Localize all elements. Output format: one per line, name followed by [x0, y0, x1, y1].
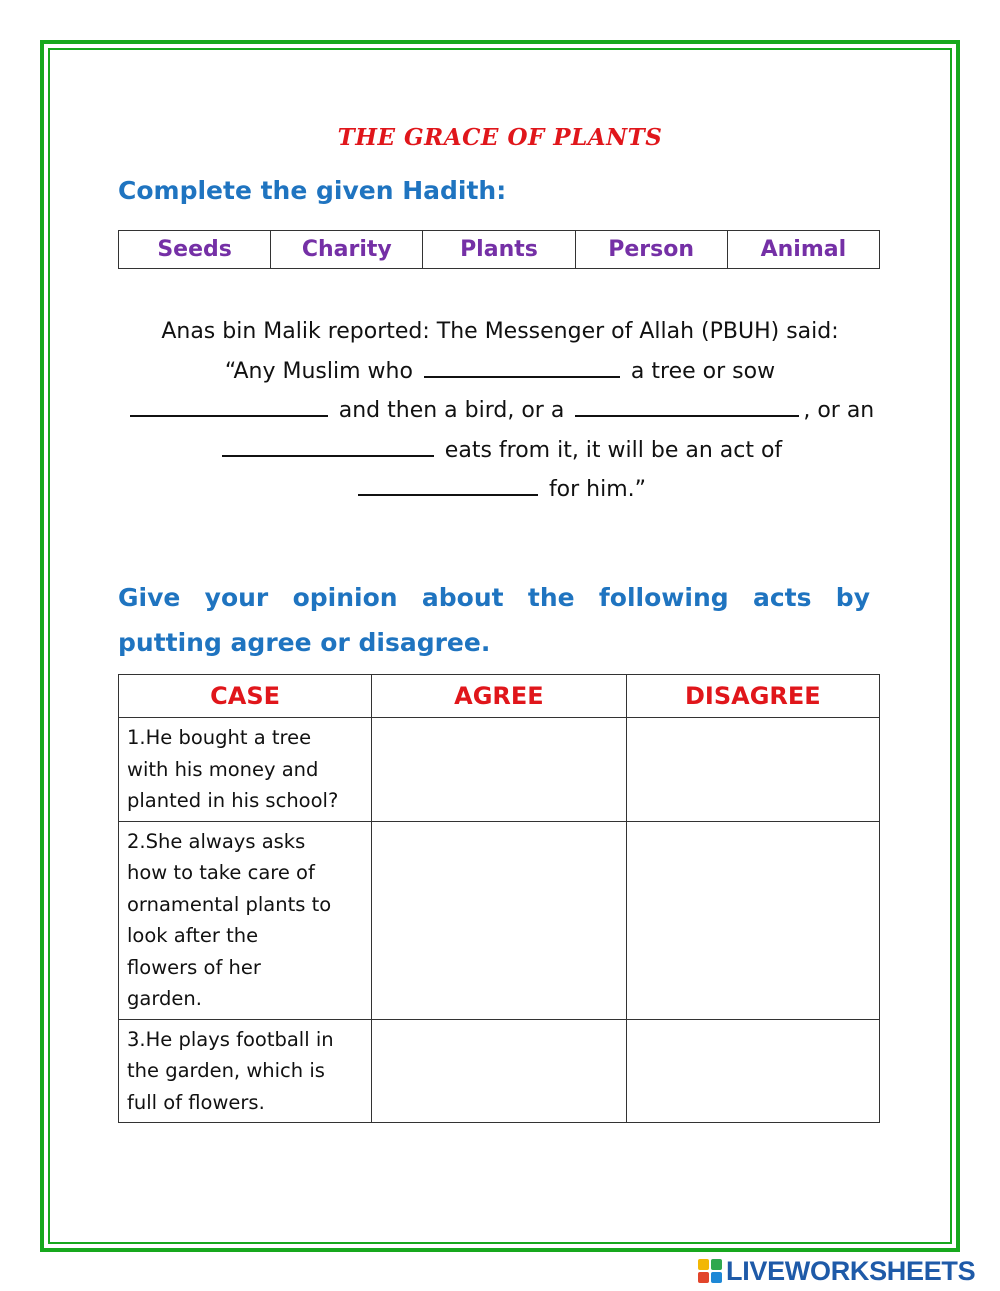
case-line: planted in his school? — [127, 789, 339, 812]
case-line: 1.He bought a tree — [127, 726, 312, 749]
opinion-header-row — [119, 675, 880, 718]
word-bank-table — [118, 230, 880, 269]
word-bank-row — [119, 231, 880, 269]
hadith-text-fragment: for him.” — [548, 477, 647, 502]
hadith-line — [110, 391, 890, 431]
word-bank-item[interactable]: Person — [575, 231, 727, 269]
section-heading-hadith: Complete the given Hadith: — [118, 176, 507, 205]
case-cell — [119, 821, 372, 1019]
brand-name: LIVEWORKSHEETS — [726, 1255, 976, 1286]
case-line: look after the — [127, 924, 259, 947]
page-title: THE GRACE OF PLANTS — [337, 124, 663, 151]
brand-mark-square — [698, 1259, 709, 1270]
brand-logo[interactable] — [698, 1256, 975, 1286]
column-header-disagree: DISAGREE — [626, 675, 879, 718]
answer-blank-4[interactable] — [222, 433, 434, 457]
hadith-text-fragment: eats from it, it will be an act of — [444, 437, 783, 463]
agree-cell[interactable] — [372, 718, 627, 822]
case-cell — [119, 1019, 372, 1123]
hadith-line — [110, 352, 890, 392]
brand-mark-icon — [698, 1259, 722, 1283]
disagree-cell[interactable] — [626, 1019, 879, 1123]
table-row — [119, 718, 880, 822]
hadith-line: Anas bin Malik reported: The Messenger of Allah (PBUH) said: — [161, 319, 839, 344]
word-bank-item[interactable]: Plants — [423, 231, 575, 269]
disagree-cell[interactable] — [626, 821, 879, 1019]
answer-blank-2[interactable] — [130, 393, 328, 417]
disagree-cell[interactable] — [626, 718, 879, 822]
word-bank-item[interactable]: Charity — [271, 231, 423, 269]
agree-cell[interactable] — [372, 821, 627, 1019]
agree-cell[interactable] — [372, 1019, 627, 1123]
hadith-text-fragment: and then a bird, or a — [338, 398, 565, 423]
case-line: ornamental plants to — [127, 892, 332, 916]
column-header-agree: AGREE — [372, 675, 627, 718]
hadith-text-fragment: “Any Muslim who — [224, 358, 413, 384]
brand-mark-square — [711, 1259, 722, 1270]
case-line: 2.She always asks — [127, 829, 306, 853]
hadith-text-fragment: a tree or sow — [630, 358, 776, 384]
case-cell — [119, 718, 372, 822]
brand-mark-square — [711, 1272, 722, 1283]
case-line: flowers of her — [127, 955, 261, 979]
hadith-line — [110, 470, 890, 510]
hadith-line — [110, 431, 890, 471]
hadith-text-fragment: , or an — [803, 398, 875, 423]
hadith-text — [110, 312, 890, 510]
case-line: full of flowers. — [127, 1090, 265, 1114]
case-line: with his money and — [127, 757, 319, 781]
answer-blank-3[interactable] — [575, 393, 799, 417]
brand-mark-square — [698, 1272, 709, 1283]
answer-blank-1[interactable] — [424, 354, 620, 378]
case-line: the garden, which is — [127, 1059, 325, 1082]
case-line: 3.He plays football in — [127, 1027, 334, 1051]
answer-blank-5[interactable] — [358, 472, 538, 496]
opinion-table — [118, 674, 880, 1123]
table-row — [119, 1019, 880, 1123]
word-bank-item[interactable]: Animal — [727, 231, 879, 269]
column-header-case: CASE — [119, 675, 372, 718]
word-bank-item[interactable]: Seeds — [119, 231, 271, 269]
section-heading-opinion: Give your opinion about the following acts by putting agree or disagree. — [118, 583, 870, 657]
case-line: how to take care of — [127, 861, 315, 884]
case-line: garden. — [127, 987, 202, 1010]
table-row — [119, 821, 880, 1019]
